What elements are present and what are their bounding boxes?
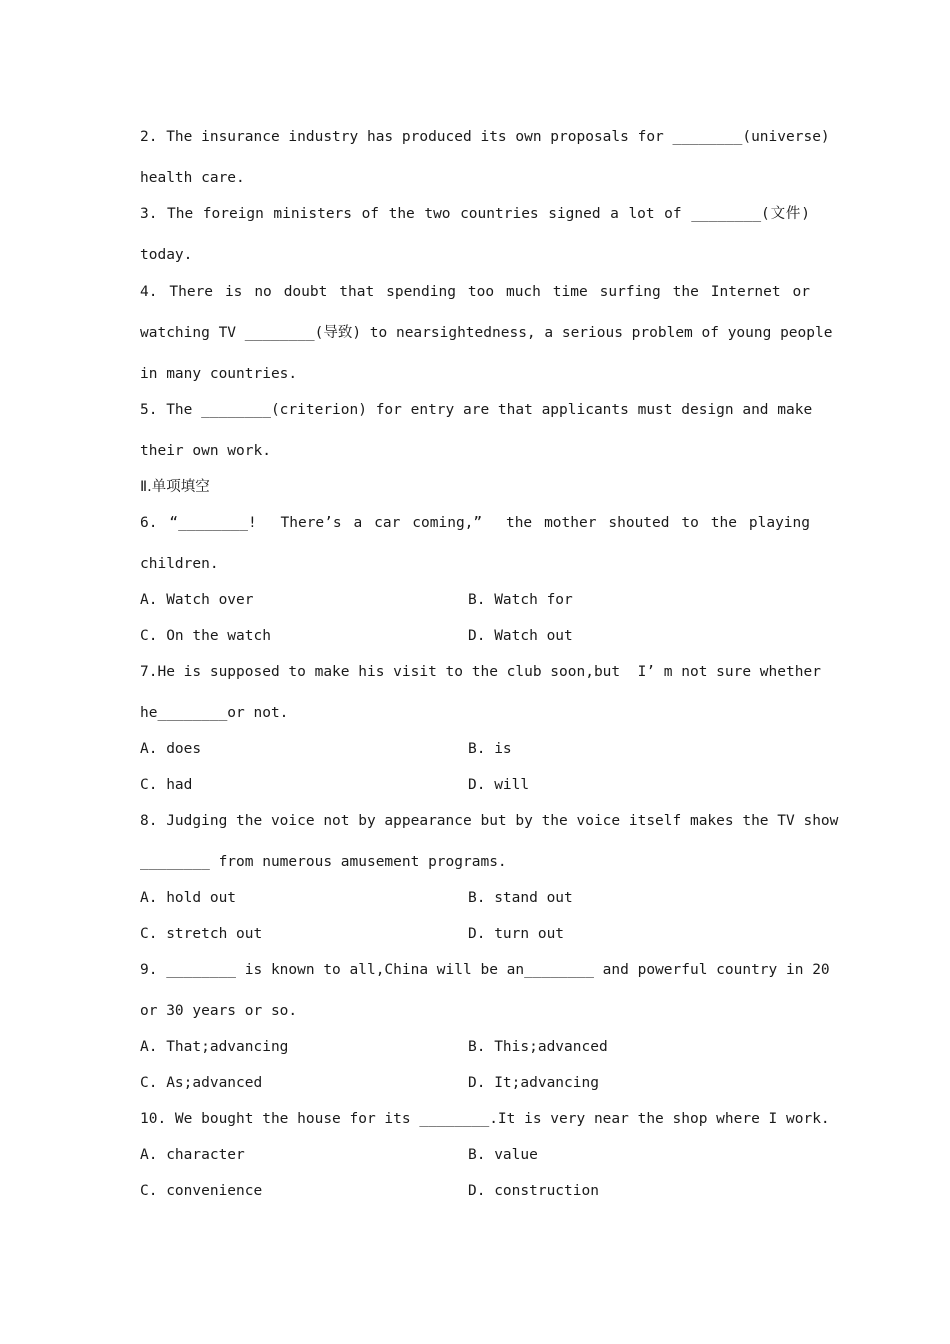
fill-in-3-line-1: 3. The foreign ministers of the two countries signed a lot of ________(文件) xyxy=(140,206,810,222)
fill-in-3-line-2: today. xyxy=(140,247,193,263)
question-10-option-d: D. construction xyxy=(468,1183,599,1199)
question-8-option-d: D. turn out xyxy=(468,926,565,942)
fill-in-4-line-2: watching TV ________(导致) to nearsightedness, a serious problem of young people xyxy=(140,325,833,341)
question-7-option-c: C. had xyxy=(140,777,193,793)
question-10-option-a: A. character xyxy=(140,1147,245,1163)
question-9-line-1: 9. ________ is known to all,China will be an________ and powerful country in 20 xyxy=(140,962,830,978)
question-6-option-a: A. Watch over xyxy=(140,592,254,608)
question-9-line-2: or 30 years or so. xyxy=(140,1003,298,1019)
section-heading: Ⅱ.单项填空 xyxy=(140,479,210,495)
question-10-option-c: C. convenience xyxy=(140,1183,263,1199)
question-8-option-a: A. hold out xyxy=(140,890,237,906)
fill-in-2-line-1: 2. The insurance industry has produced its own proposals for ________(universe) xyxy=(140,129,830,145)
question-9-option-c: C. As;advanced xyxy=(140,1075,263,1091)
question-6-line-1: 6. “________! There’s a car coming,” the mother shouted to the playing xyxy=(140,515,810,531)
question-9-option-d: D. It;advancing xyxy=(468,1075,599,1091)
question-10-option-b: B. value xyxy=(468,1147,538,1163)
question-6-option-b: B. Watch for xyxy=(468,592,573,608)
question-7-option-a: A. does xyxy=(140,741,202,757)
question-7-option-d: D. will xyxy=(468,777,530,793)
question-8-line-2: ________ from numerous amusement programs. xyxy=(140,854,507,870)
question-9-option-a: A. That;advancing xyxy=(140,1039,289,1055)
fill-in-5-line-1: 5. The ________(criterion) for entry are that applicants must design and make xyxy=(140,402,813,418)
fill-in-4-line-1: 4. There is no doubt that spending too much time surfing the Internet or xyxy=(140,284,810,300)
fill-in-4-line-3: in many countries. xyxy=(140,366,298,382)
question-9-option-b: B. This;advanced xyxy=(468,1039,608,1055)
question-8-option-b: B. stand out xyxy=(468,890,573,906)
question-6-line-2: children. xyxy=(140,556,219,572)
question-8-option-c: C. stretch out xyxy=(140,926,263,942)
question-7-line-1: 7.He is supposed to make his visit to the club soon,but I’ m not sure whether xyxy=(140,664,821,680)
question-7-line-2: he________or not. xyxy=(140,705,289,721)
fill-in-2-line-2: health care. xyxy=(140,170,245,186)
question-10-line-1: 10. We bought the house for its ________.It is very near the shop where I work. xyxy=(140,1111,830,1127)
question-8-line-1: 8. Judging the voice not by appearance but by the voice itself makes the TV show xyxy=(140,813,839,829)
question-6-option-d: D. Watch out xyxy=(468,628,573,644)
question-7-option-b: B. is xyxy=(468,741,512,757)
fill-in-5-line-2: their own work. xyxy=(140,443,271,459)
question-6-option-c: C. On the watch xyxy=(140,628,271,644)
